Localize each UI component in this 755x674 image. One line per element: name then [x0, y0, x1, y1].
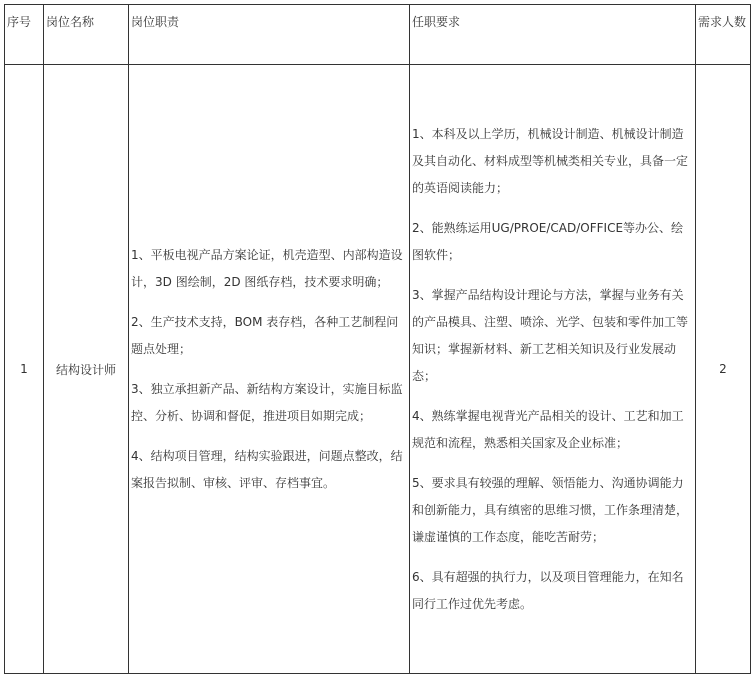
duty-item: 2、生产技术支持，BOM 表存档，各种工艺制程问题点处理；	[131, 314, 399, 356]
header-serial-number: 序号	[5, 5, 44, 65]
headcount-cell: 2	[696, 65, 751, 674]
position-name-cell: 结构设计师	[44, 65, 129, 674]
requirement-item: 5、要求具有较强的理解、领悟能力、沟通协调能力和创新能力，具有缜密的思维习惯，工作条理清楚，谦虚谨慎的工作态度，能吃苦耐劳；	[412, 475, 689, 544]
duty-item: 3、独立承担新产品、新结构方案设计，实施目标监控、分析、协调和督促，推进项目如期完成；	[131, 381, 403, 423]
requirement-item: 1、本科及以上学历，机械设计制造、机械设计制造及其自动化、材料成型等机械类相关专业，具备一定的英语阅读能力；	[412, 126, 689, 195]
job-requirements-table	[4, 4, 751, 674]
duties-cell	[129, 65, 410, 674]
requirement-item: 4、熟练掌握电视背光产品相关的设计、工艺和加工规范和流程，熟悉相关国家及企业标准；	[412, 408, 684, 450]
requirement-item: 6、具有超强的执行力，以及项目管理能力，在知名同行工作过优先考虑。	[412, 569, 684, 611]
duty-item: 1、平板电视产品方案论证，机壳造型、内部构造设计，3D 图绘制，2D 图纸存档，技术要求明确；	[131, 247, 403, 289]
requirements-cell	[410, 65, 696, 674]
header-row	[5, 5, 751, 65]
requirement-item: 3、掌握产品结构设计理论与方法，掌握与业务有关的产品模具、注塑、喷涂、光学、包装和零件加工等知识；掌握新材料、新工艺相关知识及行业发展动态；	[412, 287, 689, 383]
table-row	[5, 65, 751, 674]
duty-item: 4、结构项目管理，结构实验跟进，问题点整改，结案报告拟制、审核、评审、存档事宜。	[131, 448, 403, 490]
requirement-item: 2、能熟练运用UG/PROE/CAD/OFFICE等办公、绘图软件；	[412, 220, 684, 262]
header-requirements: 任职要求	[410, 5, 696, 65]
serial-number-cell: 1	[5, 65, 44, 674]
header-duties: 岗位职责	[129, 5, 410, 65]
header-headcount: 需求人数	[696, 5, 751, 65]
header-position-name: 岗位名称	[44, 5, 129, 65]
